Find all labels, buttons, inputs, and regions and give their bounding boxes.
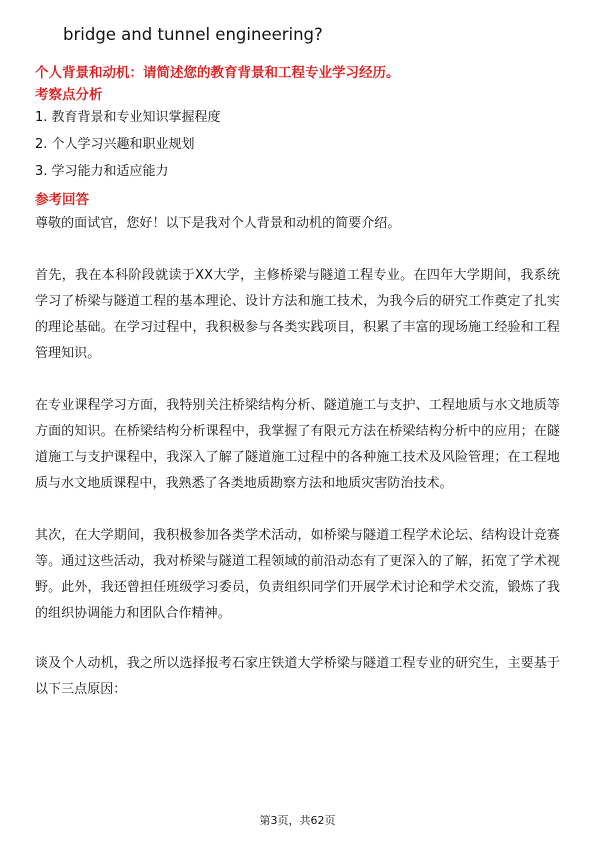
page-number: 第3页，共62页 <box>259 814 336 827</box>
answer-paragraph: 在专业课程学习方面，我特别关注桥梁结构分析、隧道施工与支护、工程地质与水文地质等方面的知识。在桥梁结构分析课程中，我掌握了有限元方法在桥梁结构分析中的应用；在隧道施工与支护课程中，我深入了解了隧道施工过程中的各种施工技术及风险管理；在工程地质与水文地质课程中，我熟悉了各类地质勘察方法和地质灾害防治技术。 <box>35 398 560 491</box>
analysis-point: 3. 学习能力和适应能力 <box>35 164 169 179</box>
question-heading: 个人背景和动机：请简述您的教育背景和工程专业学习经历。 <box>35 65 400 81</box>
question-text-continued: bridge and tunnel engineering? <box>63 25 323 44</box>
analysis-title: 考察点分析 <box>35 87 103 103</box>
answer-paragraph: 谈及个人动机，我之所以选择报考石家庄铁道大学桥梁与隧道工程专业的研究生，主要基于以下三点原因： <box>35 656 560 697</box>
answer-paragraph: 首先，我在本科阶段就读于XX大学，主修桥梁与隧道工程专业。在四年大学期间，我系统学习了桥梁与隧道工程的基本理论、设计方法和施工技术，为我今后的研究工作奠定了扎实的理论基础。在学习过程中，我积极参与各类实践项目，积累了丰富的现场施工经验和工程管理知识。 <box>35 268 560 361</box>
answer-paragraph: 尊敬的面试官，您好！以下是我对个人背景和动机的简要介绍。 <box>35 216 401 231</box>
answer-paragraph: 其次，在大学期间，我积极参加各类学术活动，如桥梁与隧道工程学术论坛、结构设计竞赛等。通过这些活动，我对桥梁与隧道工程领域的前沿动态有了更深入的了解，拓宽了学术视野。此外，我还曾担任班级学习委员，负责组织同学们开展学术讨论和学术交流，锻炼了我的组织协调能力和团队合作精神。 <box>35 528 560 621</box>
content-body <box>35 62 560 729</box>
answer-title: 参考回答 <box>35 192 89 208</box>
analysis-point: 2. 个人学习兴趣和职业规划 <box>35 137 195 152</box>
analysis-point: 1. 教育背景和专业知识掌握程度 <box>35 110 221 125</box>
analysis-points <box>35 108 560 182</box>
